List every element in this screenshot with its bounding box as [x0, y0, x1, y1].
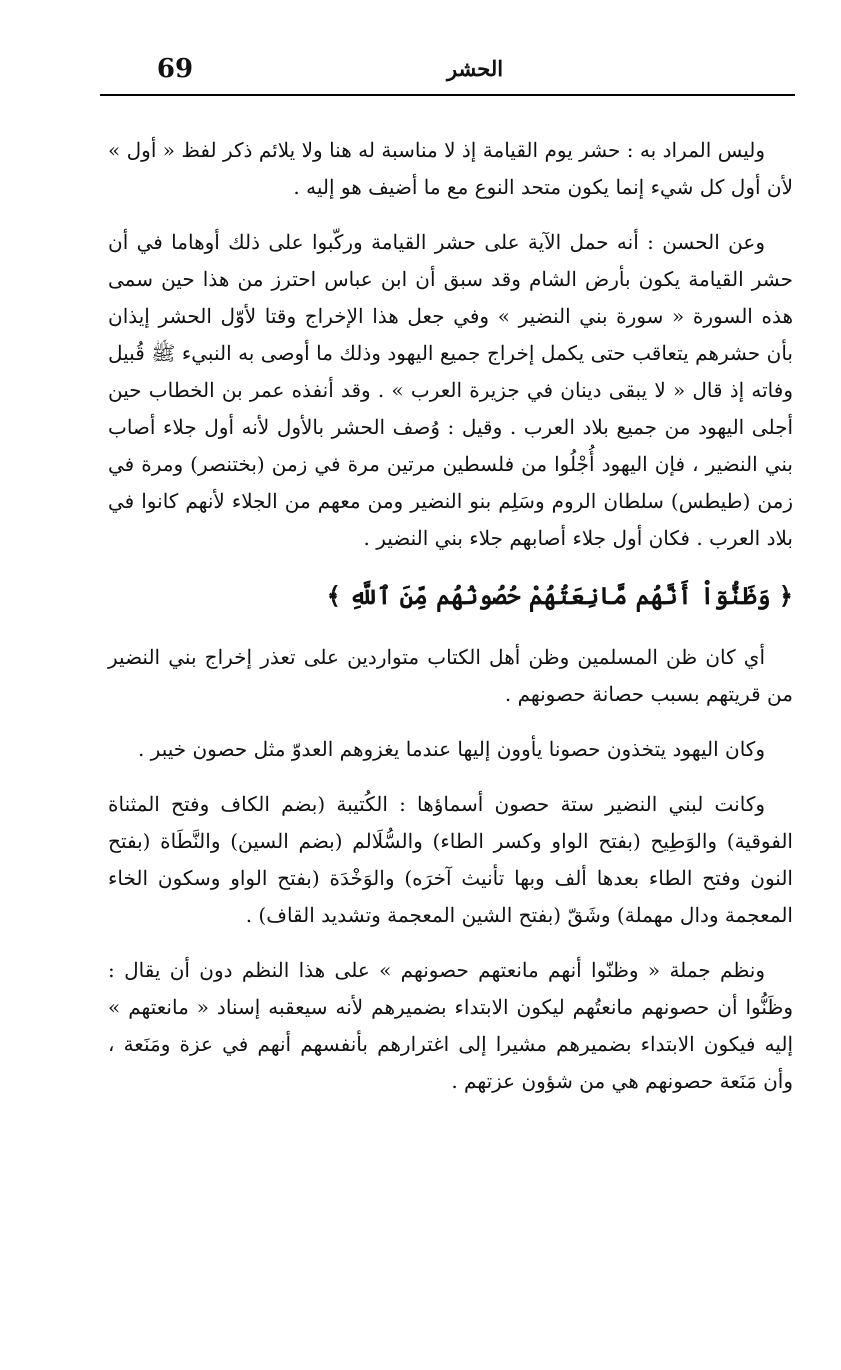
- paragraph: وكان اليهود يتخذون حصونا يأوون إليها عندما يغزوهم العدوّ مثل حصون خيبر .: [137, 737, 765, 761]
- running-title: الحشر: [446, 56, 504, 81]
- paragraph: وعن الحسن : أنه حمل الآية على حشر القيامة وركّبوا على ذلك أوهاما في أن حشر القيامة يكون بأرض الشام وقد سبق أن ابن عباس احترز من هذا حين سمى هذه السورة « سورة بني النضير » وفي جعل هذا الإخراج وقتا لأوّل الحشر إيذان بأن حشرهم يتعاقب حتى يكمل إخراج جميع اليهود وذلك ما أوصى به النبيء ﷺ قُبيل وفاته إذ قال « لا يبقى دينان في جزيرة العرب » . وقد أنفذه عمر بن الخطاب حين أجلى اليهود من جميع بلاد العرب . وقيل : وُصف الحشر بالأول لأنه أول جلاء أصاب بني النضير ، فإن اليهود أُجْلُوا من فلسطين مرتين مرة في زمن (بختنصر) ومرة في زمن (طيطس) سلطان الروم وسَلِم بنو النضير ومن معهم من الجلاء لأنهم كانوا في بلاد العرب . فكان أول جلاء أصابهم جلاء بني النضير .: [108, 230, 793, 550]
- page-body: [108, 132, 793, 1118]
- paragraph: أي كان ظن المسلمين وظن أهل الكتاب متواردين على تعذر إخراج بني النضير من قريتهم بسبب حصانة حصونهم .: [108, 645, 793, 706]
- paragraph: وليس المراد به : حشر يوم القيامة إذ لا مناسبة له هنا ولا يلائم ذكر لفظ « أول » لأن أول كل شيء إنما يكون متحد النوع مع ما أضيف هو إليه .: [108, 138, 793, 199]
- quran-verse: ﴿ وَظَنُّوٓاْ أَنَّهُم مَّانِعَتُهُمْ حُصُونُهُم مِّنَ ٱللَّهِ ﴾: [326, 581, 793, 610]
- paragraph: ونظم جملة « وظنّوا أنهم مانعتهم حصونهم » على هذا النظم دون أن يقال : وظَنُّوا أن حصونهم مانعتُهم ليكون الابتداء بضميرهم لأنه سيعقبه إسناد « مانعتهم » إليه فيكون الابتداء بضميرهم مشيرا إلى اغترارهم بأنفسهم أنهم في عزة ومَنَعة ، وأن مَنَعة حصونهم هي من شؤون عزتهم .: [108, 958, 793, 1093]
- page-number: 69: [156, 54, 194, 84]
- paragraph: وكانت لبني النضير ستة حصون أسماؤها : الكُتيبة (بضم الكاف وفتح المثناة الفوقية) والوَطِيح (بفتح الواو وكسر الطاء) والسُّلَالم (بضم السين) والنَّطَاة (بفتح النون وفتح الطاء بعدها ألف وبها تأنيث آخرَه) والوَخْدَة (بفتح الواو وسكون الخاء المعجمة ودال مهملة) وشَقّ (بفتح الشين المعجمة وتشديد القاف) .: [108, 792, 793, 927]
- header-rule: [100, 94, 795, 96]
